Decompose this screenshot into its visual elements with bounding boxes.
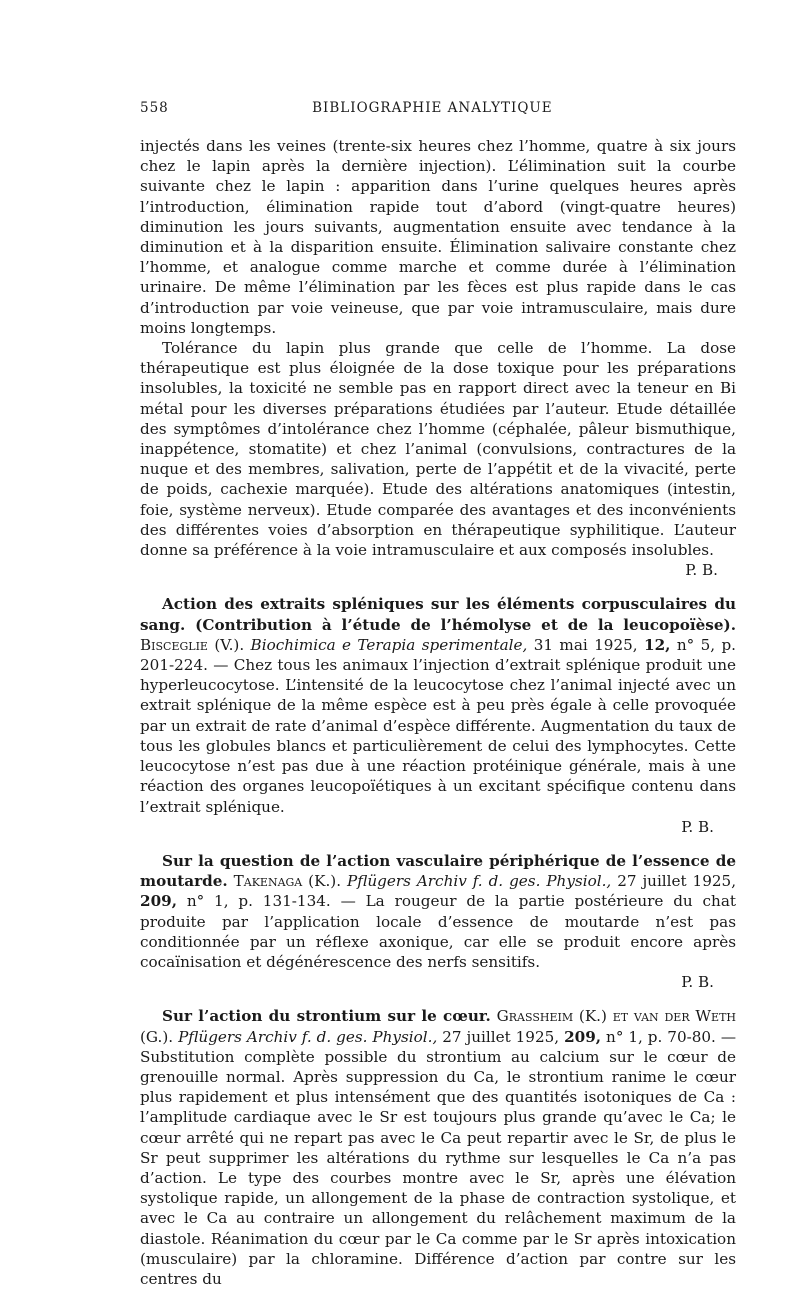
- entry-journal: Biochimica e Terapia sperimentale,: [250, 635, 528, 654]
- running-title: BIBLIOGRAPHIE ANALYTIQUE: [312, 100, 553, 116]
- entry-title: Action des extraits spléniques sur les éléments corpusculaires du sang. (Contribution à l’étude de l’hémolyse et de la leucopoïèse).: [140, 595, 736, 634]
- entry-date: 27 juillet 1925,: [617, 872, 737, 891]
- continuation-paragraph: injectés dans les veines (trente-six heures chez l’homme, quatre à six jours chez le lapin après la dernière injection). L’élimination suit la courbe suivante chez le lapin : apparition dans l’urine quelques heures après l’introduction, élimination rapide tout d’abord (vingt-quatre heures) diminution les jours suivants, augmentation ensuite avec tendance à la diminution et à la disparition ensuite. Élimination salivaire constante chez l’homme, et analogue comme marche et comme durée à l’élimination urinaire. De même l’élimination par les fèces est plus rapide dans le cas d’introduction par voie veineuse, que par voie intramusculaire, mais dure moins longtemps.: [140, 137, 736, 337]
- entry-abstract: — Substitution complète possible du strontium au calcium sur le cœur de grenouille normal. Après suppression du Ca, le strontium ranime le cœur plus rapidement et plus intensément que des quantités isotoniques de Ca : l’amplitude cardiaque avec le Sr est toujours plus grande qu’avec le Ca; le cœur arrêté qui ne repart pas avec le Ca peut repartir avec le Sr, de plus le Sr peut supprimer les altérations du rythme sur lesquelles le Ca n’a pas d’action. Le type des courbes montre avec le Sr, après une élévation systolique rapide, un allongement de la phase de contraction systolique, et avec le Ca au contraire un allongement du relâchement maximum de la diastole. Réanimation du cœur par le Ca comme par le Sr après intoxication (musculaire) par la chloramine. Différence d’action par contre sur les centres du: [140, 1027, 737, 1288]
- reviewer-signature: P. B.: [681, 817, 714, 836]
- entry-date: 27 juillet 1925,: [442, 1027, 560, 1046]
- entry-author: Takenaga (K.).: [233, 872, 342, 891]
- entry-title: Sur l’action du strontium sur le cœur.: [162, 1007, 491, 1026]
- entry-journal: Pflügers Archiv f. d. ges. Physiol.,: [347, 872, 612, 891]
- continuation-paragraph: [140, 338, 736, 580]
- entry-paragraph: [140, 851, 736, 972]
- entry-pages: n° 5, p. 201-224.: [140, 635, 737, 675]
- entry-abstract: — Chez tous les animaux l’injection d’extrait splénique produit une hyperleucocytose. L’intensité de la leucocytose chez l’animal injecté avec un extrait splénique de la même espèce est à peu près égale à celle provoquée par un extrait de rate d’animal d’espèce différente. Augmentation du taux de tous les globules blancs et particulièrement de celui des lymphocytes. Cette leucocytose n’est pas due à une réaction protéinique générale, mais à une réaction des organes leucopoïétiques à un excitant spécifique contenu dans l’extrait splénique.: [140, 656, 737, 816]
- entry-journal: Pflügers Archiv f. d. ges. Physiol.,: [178, 1027, 438, 1046]
- entry-paragraph: [140, 1006, 736, 1289]
- entry-pages: n° 1, p. 70-80.: [606, 1027, 716, 1046]
- entry-abstract: — La rougeur de la partie postérieure du chat produite par l’application locale d’essence de moutarde n’est pas conditionnée par un réflexe axonique, car elle se produit encore après cocaïnisation et dégénérescence des nerfs sensitifs.: [140, 892, 736, 971]
- continuation-block: [140, 136, 736, 580]
- entry-pages: n° 1, p. 131-134.: [186, 892, 331, 911]
- entry-volume: 209,: [564, 1027, 602, 1046]
- reviewer-signature: P. B.: [681, 973, 714, 992]
- paragraph-text: Tolérance du lapin plus grande que celle de l’homme. La dose thérapeutique est plus éloignée de la dose toxique pour les préparations insolubles, la toxicité ne semble pas en rapport direct avec la teneur en Bi métal pour les diverses préparations étudiées par l’auteur. Etude détaillée des symptômes d’intolérance chez l’homme (céphalée, pâleur bismuthique, inappétence, stomatite) et chez l’animal (convulsions, contractures de la nuque et des membres, salivation, perte de l’appétit et de la vivacité, perte de poids, cachexie marquée). Etude des altérations anatomiques (intestin, foie, système nerveux). Etude comparée des avantages et des inconvénients des différentes voies d’absorption en thérapeutique syphilitique. L’auteur donne sa préférence à la voie intramusculaire et aux composés insolubles.: [140, 339, 736, 560]
- bibliography-entry: [140, 594, 736, 836]
- page-header: [140, 100, 736, 116]
- entry-date: 31 mai 1925,: [533, 635, 638, 654]
- reviewer-signature: P. B.: [685, 561, 718, 580]
- page-body: [140, 136, 736, 1289]
- entry-volume: 209,: [140, 892, 177, 911]
- entry-author: Bisceglie (V.).: [140, 635, 245, 654]
- entry-author: Grassheim (K.) et van der Weth (G.).: [140, 1007, 736, 1046]
- entry-paragraph: [140, 594, 736, 816]
- bibliography-entry: [140, 1006, 736, 1289]
- entry-title: Sur la question de l’action vasculaire périphérique de l’essence de moutarde.: [140, 851, 736, 891]
- page-number: 558: [140, 100, 169, 116]
- bibliography-entry: [140, 851, 736, 992]
- entry-volume: 12,: [644, 635, 671, 654]
